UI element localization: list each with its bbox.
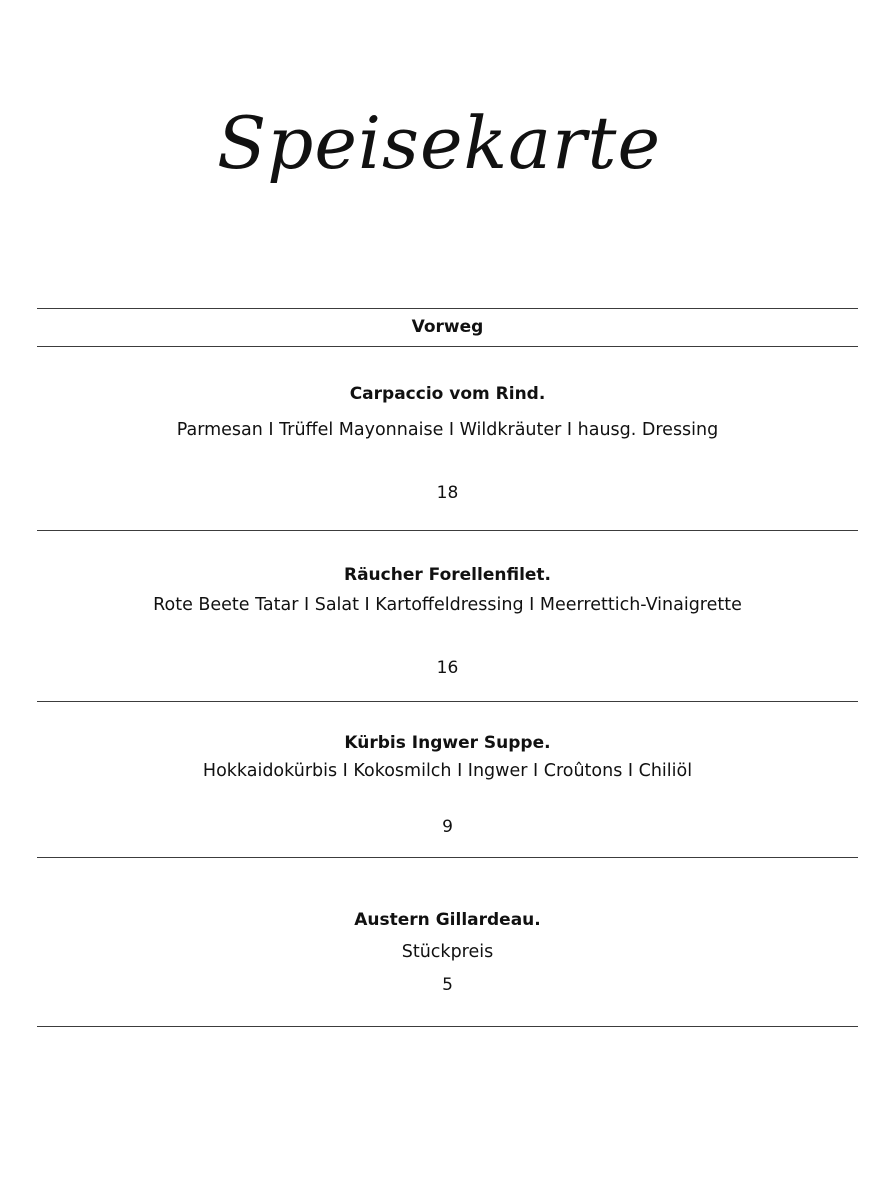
page-title: Speisekarte (216, 101, 662, 185)
menu-item-name: Austern Gillardeau. (354, 910, 541, 930)
item-divider (37, 1026, 858, 1027)
section-bottom-divider (37, 346, 858, 347)
menu-item-name: Carpaccio vom Rind. (349, 384, 546, 404)
menu-item-price: 9 (442, 817, 453, 837)
menu-item-description: Parmesan I Trüffel Mayonnaise I Wildkräuter I hausg. Dressing (176, 420, 719, 440)
menu-item-price: 18 (436, 483, 459, 503)
menu-item-description: Rote Beete Tatar I Salat I Kartoffeldressing I Meerrettich-Vinaigrette (153, 595, 742, 615)
menu-item-description: Stückpreis (401, 942, 494, 962)
item-divider (37, 701, 858, 702)
menu-item-description: Hokkaidokürbis I Kokosmilch I Ingwer I Croûtons I Chiliöl (202, 761, 693, 781)
menu-item-price: 16 (436, 658, 459, 678)
menu-item-name: Räucher Forellenfilet. (343, 565, 552, 585)
section-heading: Vorweg (411, 317, 484, 337)
menu-item-name: Kürbis Ingwer Suppe. (344, 733, 551, 753)
section-top-divider (37, 308, 858, 309)
menu-item-price: 5 (442, 975, 453, 995)
item-divider (37, 530, 858, 531)
item-divider (37, 857, 858, 858)
